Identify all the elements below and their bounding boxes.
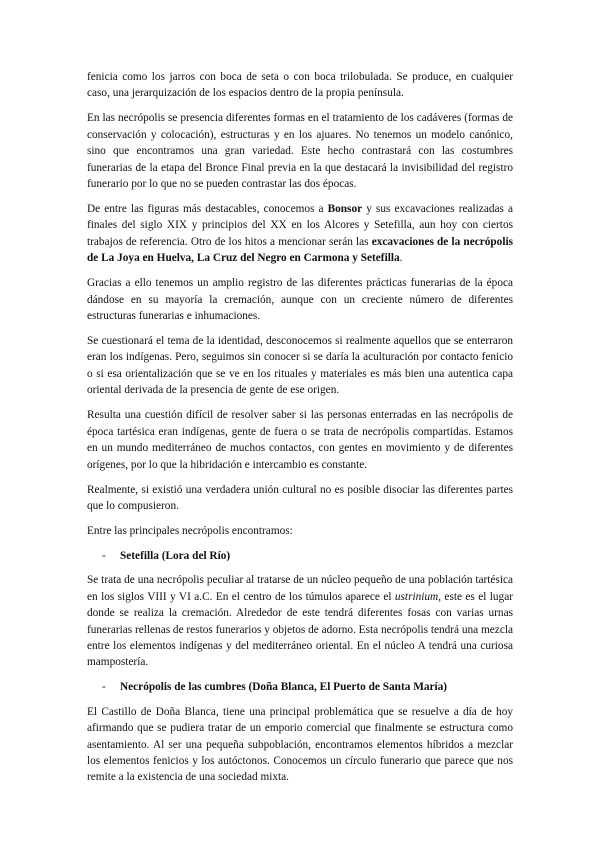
- list-dash: -: [102, 681, 106, 694]
- paragraph-3-text-b: y sus excavaciones realizadas a finales del siglo XIX y principios del XX en los Alcores y Setefilla, aun hoy con ciertos trabajos de referencia. Otro de los hitos a mencionar serán las: [87, 203, 513, 248]
- paragraph-10: El Castillo de Doña Blanca, tiene una principal problemática que se resuelve a día de hoy afirmando que se pudiera tratar de un emporio comercial que finalmente se estructura como asentamiento. Al ser una pequeña subpoblación, encontramos elementos híbridos a mezclar los elementos fenicios y los autóctonos. Conocemos un círculo funerario que parece que nos remite a la existencia de una sociedad mixta.: [87, 705, 513, 784]
- paragraph-6: Resulta una cuestión difícil de resolver saber si las personas enterradas en las necrópolis de época tartésica eran indígenas, gente de fuera o se trata de necrópolis compartidas. Estamos en un mundo mediterráneo de muchos contactos, con gentes en movimiento y de diferentes orígenes, por lo que la hibridación e intercambio es constante.: [87, 409, 513, 471]
- paragraph-7: Realmente, si existió una verdadera unión cultural no es posible disociar las diferentes partes que lo compusieron.: [87, 483, 513, 512]
- paragraph-8: Entre las principales necrópolis encontramos:: [87, 524, 293, 537]
- paragraph-3-text-a: De entre las figuras más destacables, conocemos a: [87, 203, 328, 216]
- paragraph-2: En las necrópolis se presencia diferentes formas en el tratamiento de los cadáveres (formas de conservación y colocación), estructuras y en los ajuares. No tenemos un modelo canónico, sino que encontramos una gran variedad. Este hecho contrastará con las costumbres funerarias de la etapa del Bronce Final previa en la que destacará la invisibilidad del registro funerario por lo que no se pueden contrastar las dos épocas.: [87, 112, 513, 191]
- subheading-cumbres: [87, 679, 513, 695]
- list-dash: -: [102, 549, 106, 562]
- paragraph-9: [87, 572, 513, 670]
- document-body: [87, 69, 513, 794]
- paragraph-9-text-a: Se trata de una necrópolis peculiar al tratarse de un núcleo pequeño de una población tartésica en los siglos VIII y VI a.C. En el centro de los túmulos aparece el: [87, 574, 513, 603]
- paragraph-3-bold-excavaciones: excavaciones de la necrópolis de La Joya en Huelva, La Cruz del Negro en Carmona y Setefilla: [87, 235, 513, 265]
- subheading-setefilla-title: Setefilla (Lora del Río): [120, 549, 231, 562]
- paragraph-5: Se cuestionará el tema de la identidad, desconocemos si realmente aquellos que se enterraron eran los indígenas. Pero, seguimos sin conocer si se daría la aculturación por contacto fenicio o si esa orientalización que se ve en los rituales y materiales es más bien una autentica capa oriental derivada de la presencia de gente de ese origen.: [87, 335, 513, 397]
- subheading-cumbres-title: Necrópolis de las cumbres (Doña Blanca, El Puerto de Santa María): [120, 681, 448, 694]
- paragraph-1: fenicia como los jarros con boca de seta o con boca trilobulada. Se produce, en cualquier caso, una jerarquización de los espacios dentro de la propia península.: [87, 71, 513, 100]
- paragraph-3: [87, 201, 513, 267]
- paragraph-3-bold-bonsor: Bonsor: [327, 203, 363, 216]
- subheading-setefilla: [87, 548, 513, 564]
- paragraph-9-text-b: , este es el lugar donde se realiza la cremación. Alrededor de este tendrá diferentes fosas con varias urnas funerarias rellenas de restos funerarios y objetos de adorno. Esta necrópolis tendrá una mezcla entre los elementos indígenas y del mediterráneo oriental. En el núcleo A tendrá una curiosa mampostería.: [87, 590, 513, 669]
- paragraph-4: Gracias a ello tenemos un amplio registro de las diferentes prácticas funerarias de la época dándose en su mayoría la cremación, aunque con un creciente número de diferentes estructuras funerarias e inhumaciones.: [87, 277, 513, 323]
- paragraph-9-italic-ustrinium: ustrinium: [394, 590, 439, 603]
- paragraph-3-text-c: .: [399, 252, 403, 265]
